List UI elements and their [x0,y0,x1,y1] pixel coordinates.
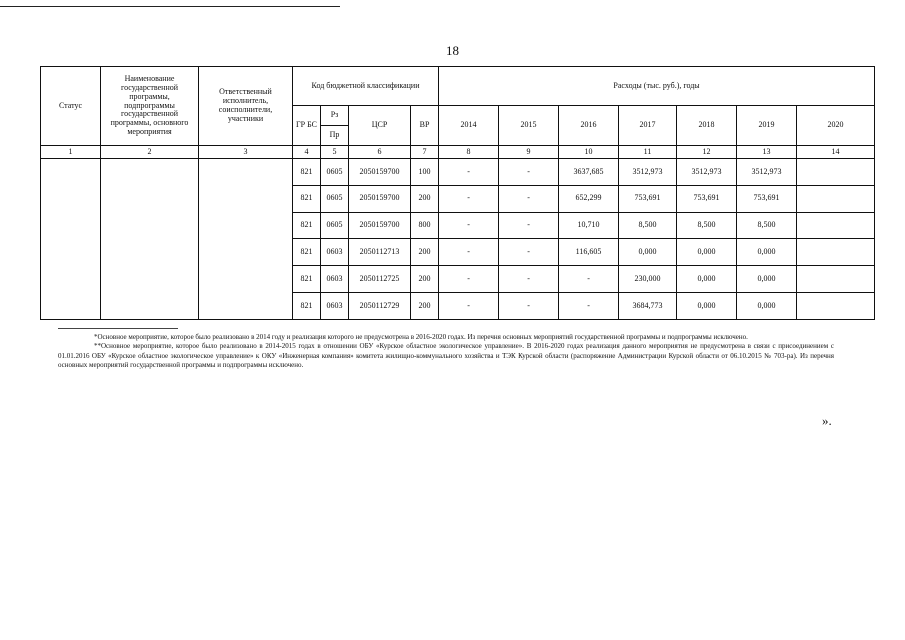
year-2017-cell: 3512,973 [619,159,677,186]
header-pr: Пр [321,126,349,146]
year-2017-cell: 8,500 [619,212,677,239]
header-responsible: Ответственный исполнитель, соисполнители, участники [199,67,293,146]
header-year-2018: 2018 [677,106,737,146]
year-2018-cell: 0,000 [677,239,737,266]
rzpr-cell: 0605 [321,212,349,239]
csr-cell: 2050112725 [349,266,411,293]
column-number: 8 [439,146,499,159]
header-vr: ВР [411,106,439,146]
year-2019-cell: 0,000 [737,293,797,320]
header-budget-code: Код бюджетной классификации [293,67,439,106]
footnote-rule [58,328,178,329]
column-number: 2 [101,146,199,159]
year-2018-cell: 753,691 [677,185,737,212]
header-status: Статус [41,67,101,146]
header-grbs: ГР БС [293,106,321,146]
year-2018-cell: 0,000 [677,266,737,293]
year-2018-cell: 8,500 [677,212,737,239]
rzpr-cell: 0605 [321,185,349,212]
rzpr-cell: 0605 [321,159,349,186]
rzpr-cell: 0603 [321,239,349,266]
vr-cell: 200 [411,293,439,320]
column-number-row [41,146,875,159]
year-2020-cell [797,159,875,186]
top-rule [0,6,340,7]
year-2020-cell [797,185,875,212]
footnote-2: **Основное мероприятие, которое было реализовано в 2014-2015 годах в отношении ОБУ «Курское областное экологическое управление». В 2016-2020 годах реализация данного мероприятия не предусмотрена в связи с присоединением с 01.01.2016 ОБУ «Курское областное экологическое управление» к ОКУ «Инженерная компания» комитета жилищно-коммунального хозяйства и ТЭК Курской области (распоряжение Администрации Курской области от 06.10.2015 № 703-ра). Из перечня основных мероприятий государственной программы и подпрограммы исключено. [58,342,834,370]
year-2017-cell: 230,000 [619,266,677,293]
rzpr-cell: 0603 [321,266,349,293]
csr-cell: 2050112729 [349,293,411,320]
year-2015-cell: - [499,266,559,293]
year-2019-cell: 3512,973 [737,159,797,186]
header-year-2014: 2014 [439,106,499,146]
vr-cell: 200 [411,266,439,293]
grbs-cell: 821 [293,212,321,239]
csr-cell: 2050159700 [349,212,411,239]
header-year-2017: 2017 [619,106,677,146]
vr-cell: 100 [411,159,439,186]
program-name-cell [101,159,199,320]
year-2020-cell [797,266,875,293]
header-csr: ЦСР [349,106,411,146]
column-number: 1 [41,146,101,159]
year-2016-cell: 652,299 [559,185,619,212]
year-2016-cell: - [559,293,619,320]
status-cell [41,159,101,320]
year-2014-cell: - [439,212,499,239]
column-number: 14 [797,146,875,159]
grbs-cell: 821 [293,185,321,212]
closing-quote-mark: ». [822,413,832,428]
csr-cell: 2050159700 [349,185,411,212]
table-row [41,159,875,186]
year-2015-cell: - [499,185,559,212]
year-2016-cell: - [559,266,619,293]
column-number: 9 [499,146,559,159]
year-2014-cell: - [439,293,499,320]
year-2015-cell: - [499,159,559,186]
year-2017-cell: 753,691 [619,185,677,212]
column-number: 10 [559,146,619,159]
vr-cell: 800 [411,212,439,239]
year-2019-cell: 0,000 [737,239,797,266]
column-number: 7 [411,146,439,159]
grbs-cell: 821 [293,239,321,266]
page-number: 18 [446,43,459,58]
vr-cell: 200 [411,185,439,212]
header-program-name: Наименование государственной программы, подпрограммы государственной программы, основного мероприятия [101,67,199,146]
year-2020-cell [797,239,875,266]
budget-table [40,66,875,320]
year-2018-cell: 0,000 [677,293,737,320]
csr-cell: 2050159700 [349,159,411,186]
column-number: 13 [737,146,797,159]
year-2017-cell: 3684,773 [619,293,677,320]
header-expenses: Расходы (тыс. руб.), годы [439,67,875,106]
year-2015-cell: - [499,212,559,239]
year-2014-cell: - [439,159,499,186]
header-year-2019: 2019 [737,106,797,146]
year-2017-cell: 0,000 [619,239,677,266]
rzpr-cell: 0603 [321,293,349,320]
year-2014-cell: - [439,239,499,266]
year-2014-cell: - [439,266,499,293]
year-2015-cell: - [499,239,559,266]
year-2018-cell: 3512,973 [677,159,737,186]
grbs-cell: 821 [293,293,321,320]
csr-cell: 2050112713 [349,239,411,266]
year-2014-cell: - [439,185,499,212]
header-year-2016: 2016 [559,106,619,146]
grbs-cell: 821 [293,159,321,186]
year-2016-cell: 116,605 [559,239,619,266]
header-year-2015: 2015 [499,106,559,146]
footnote-1: *Основное мероприятие, которое было реализовано в 2014 году и реализация которого не предусмотрена в 2016-2020 годах. Из перечня основных мероприятий государственной программы и подпрограммы исключено. [94,333,748,341]
header-year-2020: 2020 [797,106,875,146]
responsible-cell [199,159,293,320]
column-number: 4 [293,146,321,159]
column-number: 12 [677,146,737,159]
grbs-cell: 821 [293,266,321,293]
column-number: 5 [321,146,349,159]
header-rz: Рз [321,106,349,126]
column-number: 3 [199,146,293,159]
year-2015-cell: - [499,293,559,320]
year-2020-cell [797,293,875,320]
year-2019-cell: 8,500 [737,212,797,239]
year-2019-cell: 0,000 [737,266,797,293]
column-number: 11 [619,146,677,159]
year-2016-cell: 3637,685 [559,159,619,186]
vr-cell: 200 [411,239,439,266]
year-2020-cell [797,212,875,239]
footnotes [58,333,834,371]
year-2016-cell: 10,710 [559,212,619,239]
year-2019-cell: 753,691 [737,185,797,212]
column-number: 6 [349,146,411,159]
